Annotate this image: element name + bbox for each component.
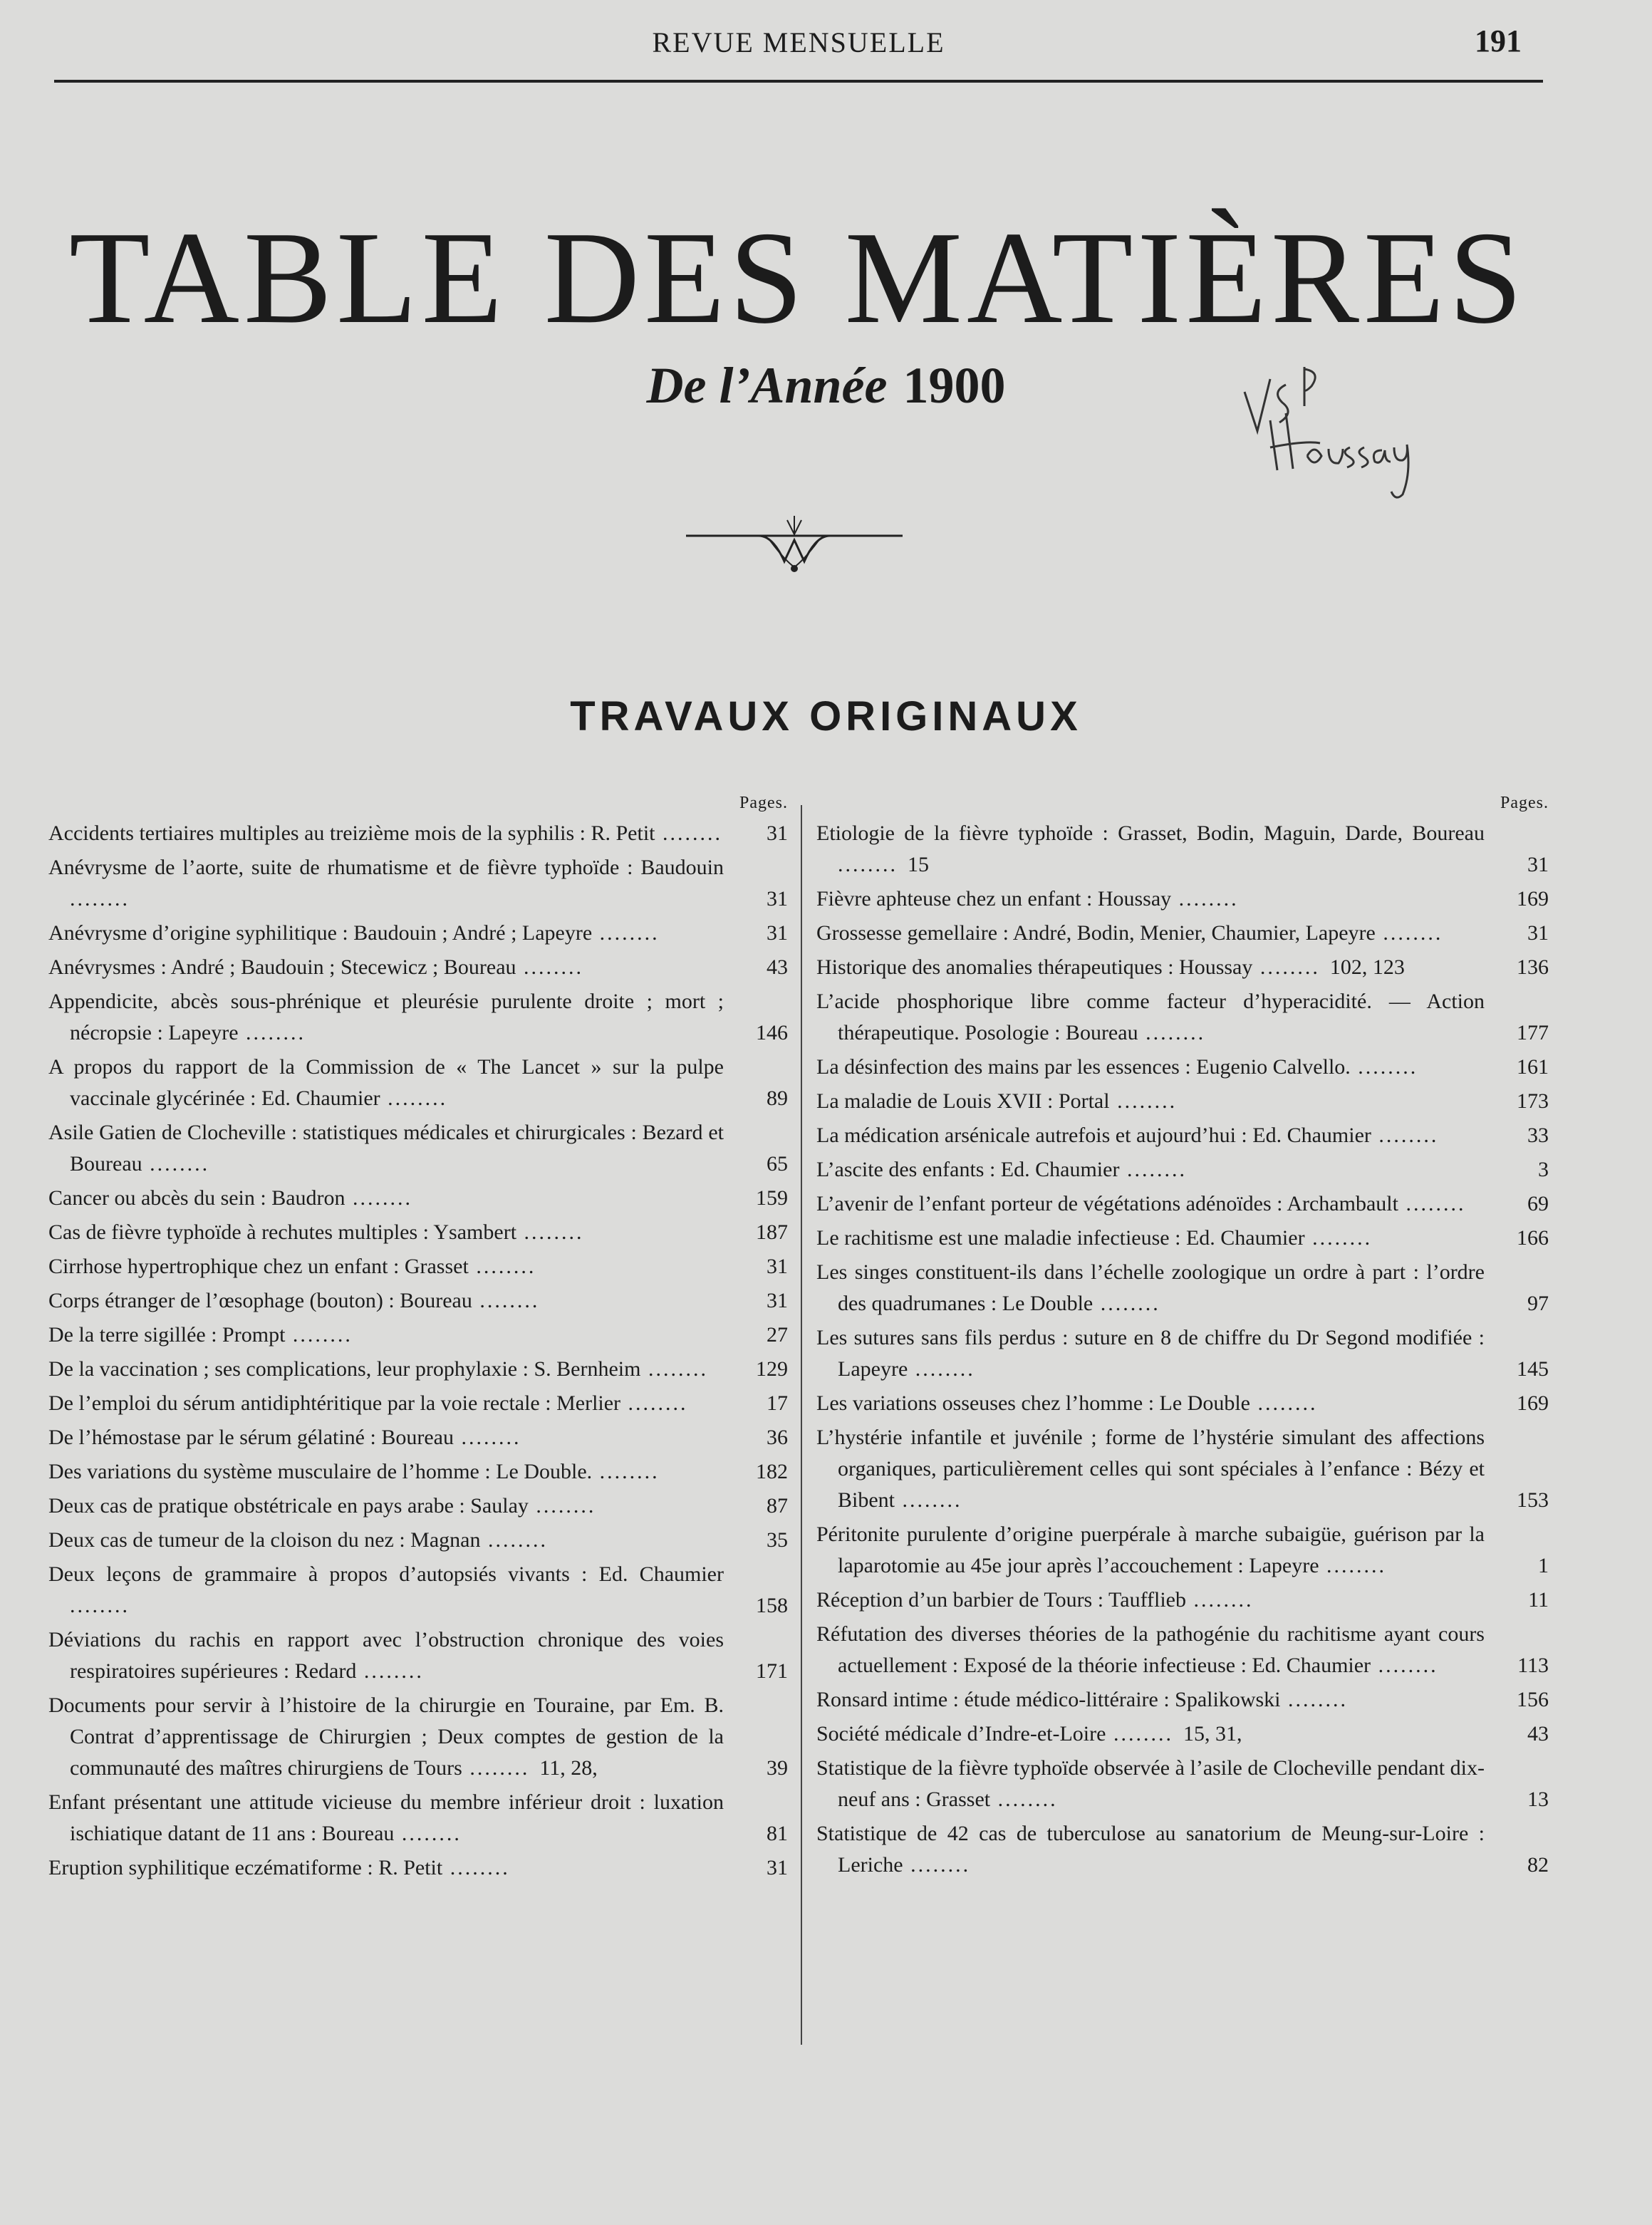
toc-page-number: 65: [767, 1152, 788, 1176]
toc-page-number: 31: [767, 1289, 788, 1312]
dot-leaders: ........: [472, 1289, 540, 1312]
pages-label: Pages.: [739, 794, 788, 812]
toc-entry: [48, 1559, 788, 1622]
toc-entry: [816, 1120, 1549, 1151]
dot-leaders: ........: [516, 955, 584, 979]
toc-entry-title: [816, 1120, 1485, 1151]
toc-entry-text: Enfant présentant une attitude vicieuse du membre inférieur droit : luxation ischiatique datant de 11 ans : Boureau: [48, 1790, 724, 1845]
toc-entry-text: Cirrhose hypertrophique chez un enfant : Grasset: [48, 1255, 469, 1278]
dot-leaders: ........: [592, 1460, 660, 1483]
dot-leaders: ........: [462, 1756, 530, 1780]
toc-inline-pages: 15, 31,: [1183, 1722, 1242, 1746]
toc-entry-text: La désinfection des mains par les essences : Eugenio Calvello.: [816, 1055, 1351, 1079]
toc-page-number: 166: [1517, 1226, 1549, 1250]
toc-entry-title: [48, 1559, 724, 1622]
toc-entry: [48, 1052, 788, 1114]
dot-leaders: ........: [990, 1788, 1058, 1811]
toc-entry: [816, 1154, 1549, 1186]
toc-entry-title: [48, 1251, 724, 1282]
toc-entry-title: [816, 1519, 1485, 1582]
toc-entry-title: [48, 1525, 724, 1556]
dot-leaders: ........: [1375, 921, 1443, 945]
toc-entry-text: L’ascite des enfants : Ed. Chaumier: [816, 1158, 1120, 1181]
dot-leaders: ........: [1319, 1554, 1387, 1577]
toc-page-number: 169: [1517, 887, 1549, 911]
toc-page-number: 187: [756, 1220, 788, 1244]
dot-leaders: ........: [285, 1323, 353, 1347]
toc-page-number: 159: [756, 1186, 788, 1210]
toc-entry-text: La maladie de Louis XVII : Portal: [816, 1089, 1110, 1113]
dot-leaders: ........: [345, 1186, 413, 1210]
toc-entry: [816, 952, 1549, 983]
toc-entry-title: [816, 986, 1485, 1049]
dot-leaders: ........: [1371, 1654, 1438, 1677]
toc-page-number: 89: [767, 1086, 788, 1110]
toc-entry: [816, 1086, 1549, 1117]
toc-entry-text: Péritonite purulente d’origine puerpérale à marche subaigüe, guérison par la laparotomie au 45e jour après l’accouchement : Lapeyre: [816, 1523, 1485, 1577]
toc-entry-title: [48, 1690, 724, 1784]
dot-leaders: ........: [1398, 1192, 1466, 1215]
toc-page-number: 39: [767, 1756, 788, 1780]
toc-inline-pages: 11, 28,: [539, 1756, 598, 1780]
toc-entry-title: [816, 1154, 1485, 1186]
section-heading: TRAVAUX ORIGINAUX: [570, 693, 1082, 740]
toc-entry: [48, 852, 788, 915]
header-rule: [54, 80, 1543, 83]
toc-entry-text: Anévrysme de l’aorte, suite de rhumatisme et de fièvre typhoïde : Baudouin: [48, 856, 724, 879]
toc-entry: [48, 952, 788, 983]
dot-leaders: ........: [592, 921, 660, 945]
toc-entry-title: [816, 1684, 1485, 1716]
toc-entry-text: Réfutation des diverses théories de la pathogénie du rachitisme ayant cours actuellement : Exposé de la théorie infectieuse : Ed. Chaumier: [816, 1622, 1485, 1677]
toc-page-number: 156: [1517, 1688, 1549, 1711]
toc-entry-title: [816, 883, 1485, 915]
toc-entry-title: [48, 1852, 724, 1884]
toc-page-number: 69: [1527, 1192, 1549, 1215]
toc-entry-title: [816, 1585, 1485, 1616]
dot-leaders: ........: [442, 1856, 510, 1879]
toc-entry-text: Asile Gatien de Clocheville : statistiques médicales et chirurgicales : Bezard et Boureau: [48, 1121, 724, 1176]
toc-entry-title: [48, 818, 724, 849]
ornament-flourish: [680, 513, 908, 584]
toc-entry: [48, 1285, 788, 1317]
toc-entry-text: Grossesse gemellaire : André, Bodin, Menier, Chaumier, Lapeyre: [816, 921, 1376, 945]
toc-entry: [48, 1354, 788, 1385]
running-title: REVUE MENSUELLE: [652, 26, 945, 58]
toc-entry: [816, 818, 1549, 881]
toc-entry-title: [816, 1052, 1485, 1083]
toc-entry-text: Les variations osseuses chez l’homme : Le Double: [816, 1391, 1250, 1415]
toc-entry: [48, 1624, 788, 1687]
toc-page-number: 158: [756, 1594, 788, 1617]
toc-page-number: 129: [756, 1357, 788, 1381]
dot-leaders: ........: [838, 853, 898, 876]
toc-entry-title: [816, 818, 1485, 881]
toc-entry-text: Société médicale d’Indre-et-Loire: [816, 1722, 1106, 1746]
dot-leaders: ........: [1171, 887, 1239, 911]
toc-entry-text: Des variations du système musculaire de l’homme : Le Double.: [48, 1460, 593, 1483]
toc-page-number: 33: [1527, 1124, 1549, 1147]
toc-entry: [816, 918, 1549, 949]
toc-page-number: 1: [1538, 1554, 1549, 1577]
toc-entry: [48, 1456, 788, 1488]
toc-entry: [48, 1490, 788, 1522]
toc-entry: [816, 1322, 1549, 1385]
toc-entry-text: Deux cas de pratique obstétricale en pays arabe : Saulay: [48, 1494, 529, 1518]
toc-page-number: 31: [767, 1255, 788, 1278]
toc-entry-text: Appendicite, abcès sous-phrénique et pleurésie purulente droite ; mort ; nécropsie : Lapeyre: [48, 990, 724, 1044]
toc-entry-title: [48, 1354, 724, 1385]
toc-entry: [48, 986, 788, 1049]
toc-entry-title: [816, 1422, 1485, 1516]
toc-page-number: 136: [1517, 955, 1549, 979]
toc-entry: [816, 1257, 1549, 1319]
toc-entry-title: [816, 1322, 1485, 1385]
toc-entry-text: De l’emploi du sérum antidiphtéritique par la voie rectale : Merlier: [48, 1391, 621, 1415]
toc-inline-pages: 15: [908, 853, 929, 876]
toc-page-number: 31: [767, 887, 788, 911]
toc-entry-title: [48, 1052, 724, 1114]
toc-entry-text: L’acide phosphorique libre comme facteur d’hyperacidité. — Action thérapeutique. Posologie : Boureau: [816, 990, 1485, 1044]
dot-leaders: ........: [1304, 1226, 1373, 1250]
toc-entry-title: [816, 1188, 1485, 1220]
column-divider: [801, 805, 802, 2045]
toc-entry: [816, 1619, 1549, 1681]
dot-leaders: ........: [453, 1426, 521, 1449]
toc-entry: [48, 1319, 788, 1351]
toc-entry: [816, 1052, 1549, 1083]
toc-entry-text: La médication arsénicale autrefois et aujourd’hui : Ed. Chaumier: [816, 1124, 1371, 1147]
running-header: [54, 21, 1543, 64]
dot-leaders: ........: [1252, 955, 1320, 979]
toc-entry-title: [48, 1388, 724, 1419]
dot-leaders: ........: [70, 887, 130, 911]
toc-entry-text: Eruption syphilitique eczématiforme : R. Petit: [48, 1856, 443, 1879]
toc-page-number: 31: [1527, 853, 1549, 876]
right-column: [816, 792, 1549, 1884]
toc-entry-title: [48, 1183, 724, 1214]
toc-entry-text: A propos du rapport de la Commission de « The Lancet » sur la pulpe vaccinale glycérinée : Ed. Chaumier: [48, 1055, 724, 1110]
toc-entry-text: Deux cas de tumeur de la cloison du nez : Magnan: [48, 1528, 481, 1552]
toc-page-number: 43: [767, 955, 788, 979]
toc-page-number: 171: [756, 1659, 788, 1683]
dot-leaders: ........: [356, 1659, 424, 1683]
toc-page-number: 145: [1517, 1357, 1549, 1381]
toc-inline-pages: 102, 123: [1329, 955, 1405, 979]
toc-page-number: 182: [756, 1460, 788, 1483]
toc-entry-title: [816, 918, 1485, 949]
toc-entry: [816, 1718, 1549, 1750]
toc-entry-title: [48, 1422, 724, 1453]
toc-entry: [48, 1852, 788, 1884]
dot-leaders: ........: [1250, 1391, 1318, 1415]
toc-entry: [48, 1787, 788, 1850]
toc-page-number: 31: [1527, 921, 1549, 945]
toc-entry: [816, 1753, 1549, 1815]
toc-page-number: 43: [1527, 1722, 1549, 1746]
dot-leaders: ........: [380, 1086, 448, 1110]
toc-entry-title: [48, 1319, 724, 1351]
toc-entry-text: Corps étranger de l’œsophage (bouton) : Boureau: [48, 1289, 472, 1312]
toc-page-number: 27: [767, 1323, 788, 1347]
toc-entry-title: [816, 1388, 1485, 1419]
dot-leaders: ........: [480, 1528, 548, 1552]
subtitle-text: De l’Année: [646, 357, 888, 414]
toc-page-number: 81: [767, 1822, 788, 1845]
subtitle-year: 1900: [903, 357, 1006, 414]
toc-entry-title: [48, 1624, 724, 1687]
toc-entry-title: [816, 1718, 1485, 1750]
toc-entry: [816, 986, 1549, 1049]
toc-entry-text: Déviations du rachis en rapport avec l’obstruction chronique des voies respiratoires supérieures : Redard: [48, 1628, 724, 1683]
toc-page-number: 153: [1517, 1488, 1549, 1512]
toc-entry-title: [816, 952, 1485, 983]
toc-page-number: 13: [1527, 1788, 1549, 1811]
toc-entry-text: Le rachitisme est une maladie infectieuse : Ed. Chaumier: [816, 1226, 1305, 1250]
toc-entry-title: [48, 1217, 724, 1248]
toc-entry: [816, 1585, 1549, 1616]
toc-entry-text: Statistique de 42 cas de tuberculose au sanatorium de Meung-sur-Loire : Leriche: [816, 1822, 1485, 1877]
toc-page-number: 97: [1527, 1292, 1549, 1315]
toc-page-number: 3: [1538, 1158, 1549, 1181]
toc-entry-text: Les singes constituent-ils dans l’échelle zoologique un ordre à part : l’ordre des quadrumanes : Le Double: [816, 1260, 1485, 1315]
toc-entry-title: [48, 1787, 724, 1850]
toc-page-number: 87: [767, 1494, 788, 1518]
toc-entry-text: Cas de fièvre typhoïde à rechutes multiples : Ysambert: [48, 1220, 517, 1244]
toc-page-number: 17: [767, 1391, 788, 1415]
dot-leaders: ........: [1186, 1588, 1254, 1612]
toc-entry: [48, 1251, 788, 1282]
toc-page-number: 35: [767, 1528, 788, 1552]
toc-entry-title: [816, 1753, 1485, 1815]
dot-leaders: ........: [528, 1494, 596, 1518]
toc-entry-text: Statistique de la fièvre typhoïde observée à l’asile de Clocheville pendant dix-neuf ans : Grasset: [816, 1756, 1485, 1811]
dot-leaders: ........: [640, 1357, 708, 1381]
dot-leaders: ........: [142, 1152, 210, 1176]
pages-label: Pages.: [1500, 794, 1549, 812]
toc-entry: [48, 1183, 788, 1214]
toc-entry-title: [48, 852, 724, 915]
toc-entry-text: Accidents tertiaires multiples au treizième mois de la syphilis : R. Petit: [48, 821, 655, 845]
dot-leaders: ........: [1371, 1124, 1439, 1147]
toc-entry-text: De la vaccination ; ses complications, leur prophylaxie : S. Bernheim: [48, 1357, 641, 1381]
toc-entry-text: Historique des anomalies thérapeutiques : Houssay: [816, 955, 1253, 979]
toc-entry: [816, 1818, 1549, 1881]
dot-leaders: ........: [1093, 1292, 1160, 1315]
toc-entry-text: De l’hémostase par le sérum gélatiné : Boureau: [48, 1426, 454, 1449]
toc-entry-text: L’hystérie infantile et juvénile ; forme de l’hystérie simulant des affections organiques, particulièrement celles qui sont spéciales à l’enfance : Bézy et Bibent: [816, 1426, 1485, 1512]
toc-entry: [48, 1525, 788, 1556]
dot-leaders: ........: [620, 1391, 688, 1415]
toc-entry: [48, 1388, 788, 1419]
dot-leaders: ........: [908, 1357, 975, 1381]
toc-entry-text: Réception d’un barbier de Tours : Taufflieb: [816, 1588, 1186, 1612]
toc-page-number: 82: [1527, 1853, 1549, 1877]
toc-entry-title: [816, 1619, 1485, 1681]
toc-entry-text: Cancer ou abcès du sein : Baudron: [48, 1186, 346, 1210]
toc-entry-text: L’avenir de l’enfant porteur de végétations adénoïdes : Archambault: [816, 1192, 1398, 1215]
toc-entry-title: [816, 1223, 1485, 1254]
toc-entry: [48, 1422, 788, 1453]
dot-leaders: ........: [1350, 1055, 1418, 1079]
toc-entry: [48, 918, 788, 949]
toc-page-number: 31: [767, 821, 788, 845]
toc-entry: [816, 1188, 1549, 1220]
dot-leaders: ........: [394, 1822, 462, 1845]
toc-page-number: 169: [1517, 1391, 1549, 1415]
toc-entry-text: Fièvre aphteuse chez un enfant : Houssay: [816, 887, 1172, 911]
toc-entry-text: De la terre sigillée : Prompt: [48, 1323, 286, 1347]
dot-leaders: ........: [1119, 1158, 1187, 1181]
dot-leaders: ........: [903, 1853, 971, 1877]
toc-page-number: 36: [767, 1426, 788, 1449]
toc-entry-title: [48, 918, 724, 949]
dot-leaders: ........: [1106, 1722, 1173, 1746]
toc-entry: [816, 1388, 1549, 1419]
toc-page-number: 177: [1517, 1021, 1549, 1044]
toc-page-number: 173: [1517, 1089, 1549, 1113]
dot-leaders: ........: [70, 1594, 130, 1617]
toc-entry-text: Etiologie de la fièvre typhoïde : Grasset, Bodin, Maguin, Darde, Boureau: [816, 821, 1485, 845]
toc-entry-text: Anévrysme d’origine syphilitique : Baudouin ; André ; Lapeyre: [48, 921, 593, 945]
toc-entry-text: Deux leçons de grammaire à propos d’autopsiés vivants : Ed. Chaumier: [48, 1562, 724, 1586]
toc-entry-title: [816, 1257, 1485, 1319]
toc-entry-title: [48, 1490, 724, 1522]
toc-entry-title: [816, 1818, 1485, 1881]
toc-entry: [48, 1217, 788, 1248]
toc-entry: [816, 1223, 1549, 1254]
toc-entry-title: [816, 1086, 1485, 1117]
dot-leaders: ........: [1138, 1021, 1206, 1044]
toc-entry-title: [48, 1117, 724, 1180]
toc-page-number: 161: [1517, 1055, 1549, 1079]
toc-entry: [816, 883, 1549, 915]
toc-page-number: 11: [1528, 1588, 1549, 1612]
page-number: 191: [1475, 24, 1522, 58]
dot-leaders: ........: [238, 1021, 306, 1044]
toc-entry-text: Anévrysmes : André ; Baudouin ; Stecewicz ; Boureau: [48, 955, 516, 979]
toc-entry-title: [48, 986, 724, 1049]
toc-entry-title: [48, 1456, 724, 1488]
dot-leaders: ........: [1109, 1089, 1178, 1113]
dot-leaders: ........: [468, 1255, 536, 1278]
toc-entry: [48, 818, 788, 849]
handwritten-annotation: [1236, 363, 1421, 527]
toc-entry-text: Documents pour servir à l’histoire de la chirurgie en Touraine, par Em. B. Contrat d’apprentissage de Chirurgien ; Deux comptes de gestion de la communauté des maîtres chirurgiens de Tours: [48, 1694, 724, 1780]
toc-entry: [816, 1519, 1549, 1582]
page-title: TABLE DES MATIÈRES: [68, 204, 1527, 351]
toc-entry: [48, 1117, 788, 1180]
toc-entry-title: [48, 952, 724, 983]
dot-leaders: ........: [895, 1488, 962, 1512]
toc-entry-text: Les sutures sans fils perdus : suture en 8 de chiffre du Dr Segond modifiée : Lapeyre: [816, 1326, 1485, 1381]
toc-entry-title: [48, 1285, 724, 1317]
dot-leaders: ........: [1280, 1688, 1349, 1711]
toc-page-number: 31: [767, 1856, 788, 1879]
toc-page-number: 146: [756, 1021, 788, 1044]
left-column: [48, 792, 788, 1887]
toc-entry: [816, 1684, 1549, 1716]
toc-entry: [48, 1690, 788, 1784]
toc-entry: [816, 1422, 1549, 1516]
toc-page-number: 31: [767, 921, 788, 945]
dot-leaders: ........: [516, 1220, 584, 1244]
toc-entry-text: Ronsard intime : étude médico-littéraire : Spalikowski: [816, 1688, 1281, 1711]
toc-page-number: 113: [1517, 1654, 1549, 1677]
dot-leaders: ........: [655, 821, 722, 845]
